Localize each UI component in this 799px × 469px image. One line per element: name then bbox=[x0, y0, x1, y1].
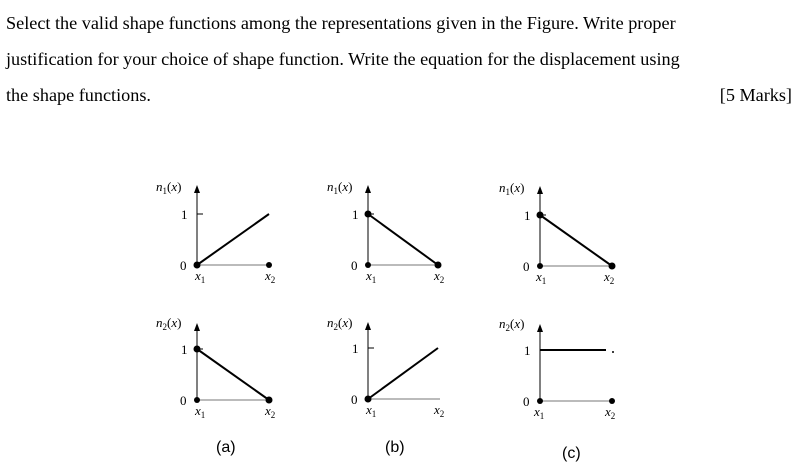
label-x2: $x_2$ bbox=[604, 269, 615, 286]
label-x2: $x_2$ bbox=[265, 403, 276, 420]
caption-b: (b) bbox=[385, 439, 405, 456]
label-x2: $x_2$ bbox=[265, 268, 276, 285]
tick-one: 1 bbox=[352, 341, 359, 356]
plot-a-n2 bbox=[156, 315, 275, 420]
label-x2: $x_2$ bbox=[605, 404, 616, 421]
label-n1: $n_1(x)$ bbox=[327, 179, 353, 196]
label-n1: $n_1(x)$ bbox=[499, 180, 525, 197]
label-n2: $n_2(x)$ bbox=[156, 315, 182, 332]
label-x1: $x_1$ bbox=[536, 269, 547, 286]
tick-zero: 0 bbox=[180, 393, 187, 408]
marks-label: [5 Marks] bbox=[719, 85, 792, 105]
label-x1: $x_1$ bbox=[195, 403, 206, 420]
label-n2: $n_2(x)$ bbox=[327, 315, 353, 332]
plot-b-n2 bbox=[327, 315, 444, 419]
label-n2: $n_2(x)$ bbox=[499, 316, 525, 333]
label-x1: $x_1$ bbox=[534, 404, 545, 421]
tick-zero: 0 bbox=[351, 392, 358, 407]
plot-a-n1 bbox=[156, 179, 275, 285]
tick-zero: 0 bbox=[351, 258, 358, 273]
tick-one: 1 bbox=[524, 343, 531, 358]
tick-one: 1 bbox=[524, 208, 531, 223]
label-x2: $x_2$ bbox=[434, 402, 445, 419]
tick-one: 1 bbox=[352, 207, 359, 222]
plot-c-n1 bbox=[499, 180, 616, 286]
plot-c-n2 bbox=[499, 316, 615, 421]
plot-b-n1 bbox=[327, 179, 444, 285]
tick-one: 1 bbox=[181, 207, 188, 222]
label-n1: $n_1(x)$ bbox=[156, 179, 182, 196]
tick-zero: 0 bbox=[180, 258, 187, 273]
label-x1: $x_1$ bbox=[366, 402, 377, 419]
question-line-2: justification for your choice of shape function. Write the equation for the displacement using bbox=[6, 49, 680, 69]
label-x1: $x_1$ bbox=[195, 268, 206, 285]
question-line-3: the shape functions. bbox=[6, 85, 151, 105]
label-x1: $x_1$ bbox=[366, 268, 377, 285]
tick-zero: 0 bbox=[523, 394, 530, 409]
tick-zero: 0 bbox=[523, 259, 530, 274]
tick-one: 1 bbox=[181, 342, 188, 357]
question-line-1: Select the valid shape functions among the representations given in the Figure. Write proper bbox=[6, 13, 676, 33]
caption-c: (c) bbox=[562, 445, 581, 462]
label-x2: $x_2$ bbox=[434, 268, 445, 285]
caption-a: (a) bbox=[216, 439, 236, 456]
